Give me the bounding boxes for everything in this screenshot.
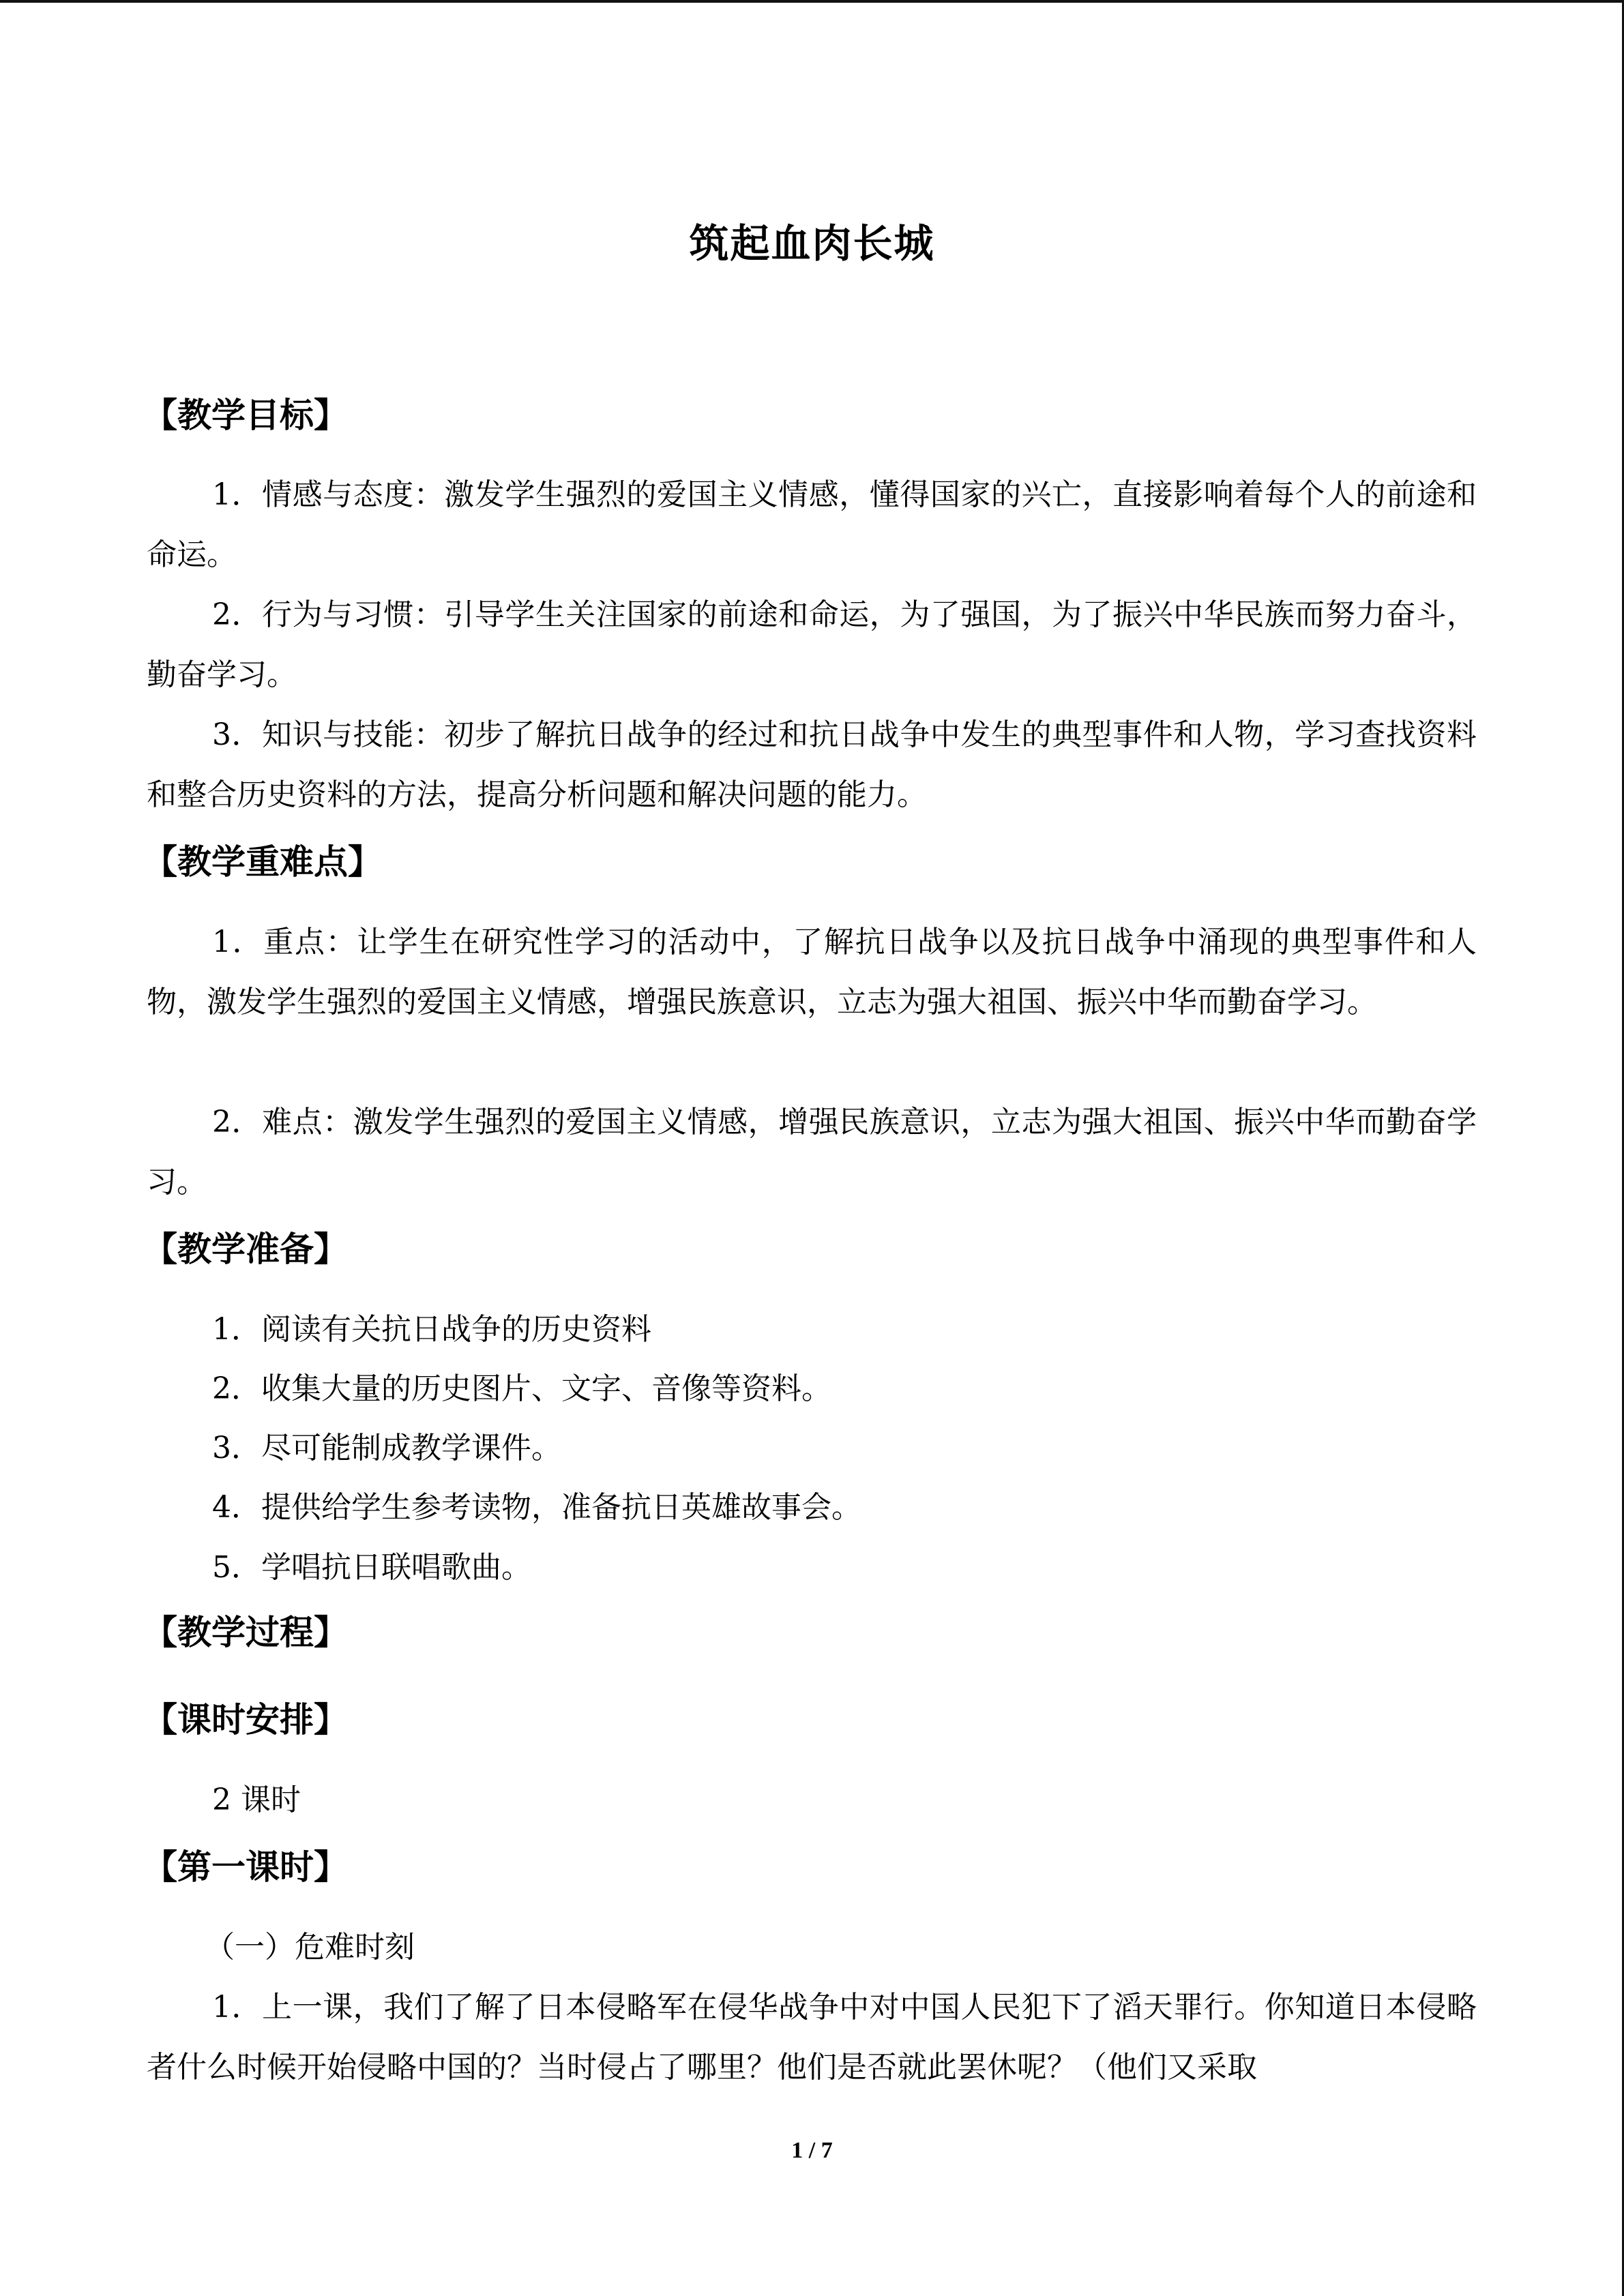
preparation-item-5: 5．学唱抗日联唱歌曲。: [212, 1550, 531, 1585]
objective-item-1: 1．情感与态度：激发学生强烈的爱国主义情感，懂得国家的兴亡，直接影响着每个人的前途和命运。: [147, 477, 1477, 572]
section-heading-process: 【教学过程】: [143, 1612, 348, 1652]
objective-item-3: 3．知识与技能：初步了解抗日战争的经过和抗日战争中发生的典型事件和人物，学习查找资料和整合历史资料的方法，提高分析问题和解决问题的能力。: [147, 717, 1477, 812]
key-point-item-1: 1．重点：让学生在研究性学习的活动中，了解抗日战争以及抗日战争中涌现的典型事件和人物，激发学生强烈的爱国主义情感，增强民族意识，立志为强大祖国、振兴中华而勤奋学习。: [147, 925, 1477, 1019]
page-indicator: 1 / 7: [791, 2138, 833, 2163]
preparation-item-4: 4．提供给学生参考读物，准备抗日英雄故事会。: [212, 1490, 861, 1525]
preparation-item-3: 3．尽可能制成教学课件。: [212, 1431, 561, 1465]
preparation-item-2: 2．收集大量的历史图片、文字、音像等资料。: [212, 1371, 831, 1406]
lesson-one-subheading: （一）危难时刻: [205, 1930, 415, 1965]
preparation-item-1: 1．阅读有关抗日战争的历史资料: [212, 1312, 651, 1347]
objective-item-2: 2．行为与习惯：引导学生关注国家的前途和命运，为了强国，为了振兴中华民族而努力奋斗，勤奋学习。: [147, 597, 1477, 692]
section-heading-objectives: 【教学目标】: [143, 395, 348, 435]
schedule-value: 2 课时: [212, 1783, 301, 1817]
section-heading-key-points: 【教学重难点】: [143, 841, 382, 882]
key-point-item-2: 2．难点：激发学生强烈的爱国主义情感，增强民族意识，立志为强大祖国、振兴中华而勤奋学习。: [147, 1105, 1477, 1199]
lesson-one-paragraph: 1．上一课，我们了解了日本侵略军在侵华战争中对中国人民犯下了滔天罪行。你知道日本侵略者什么时候开始侵略中国的？当时侵占了哪里？他们是否就此罢休呢？（他们又采取: [147, 1990, 1477, 2085]
section-heading-schedule: 【课时安排】: [143, 1699, 348, 1740]
section-heading-preparation: 【教学准备】: [143, 1229, 348, 1269]
document-title: 筑起血肉长城: [689, 220, 935, 267]
section-heading-lesson-one: 【第一课时】: [143, 1847, 348, 1887]
